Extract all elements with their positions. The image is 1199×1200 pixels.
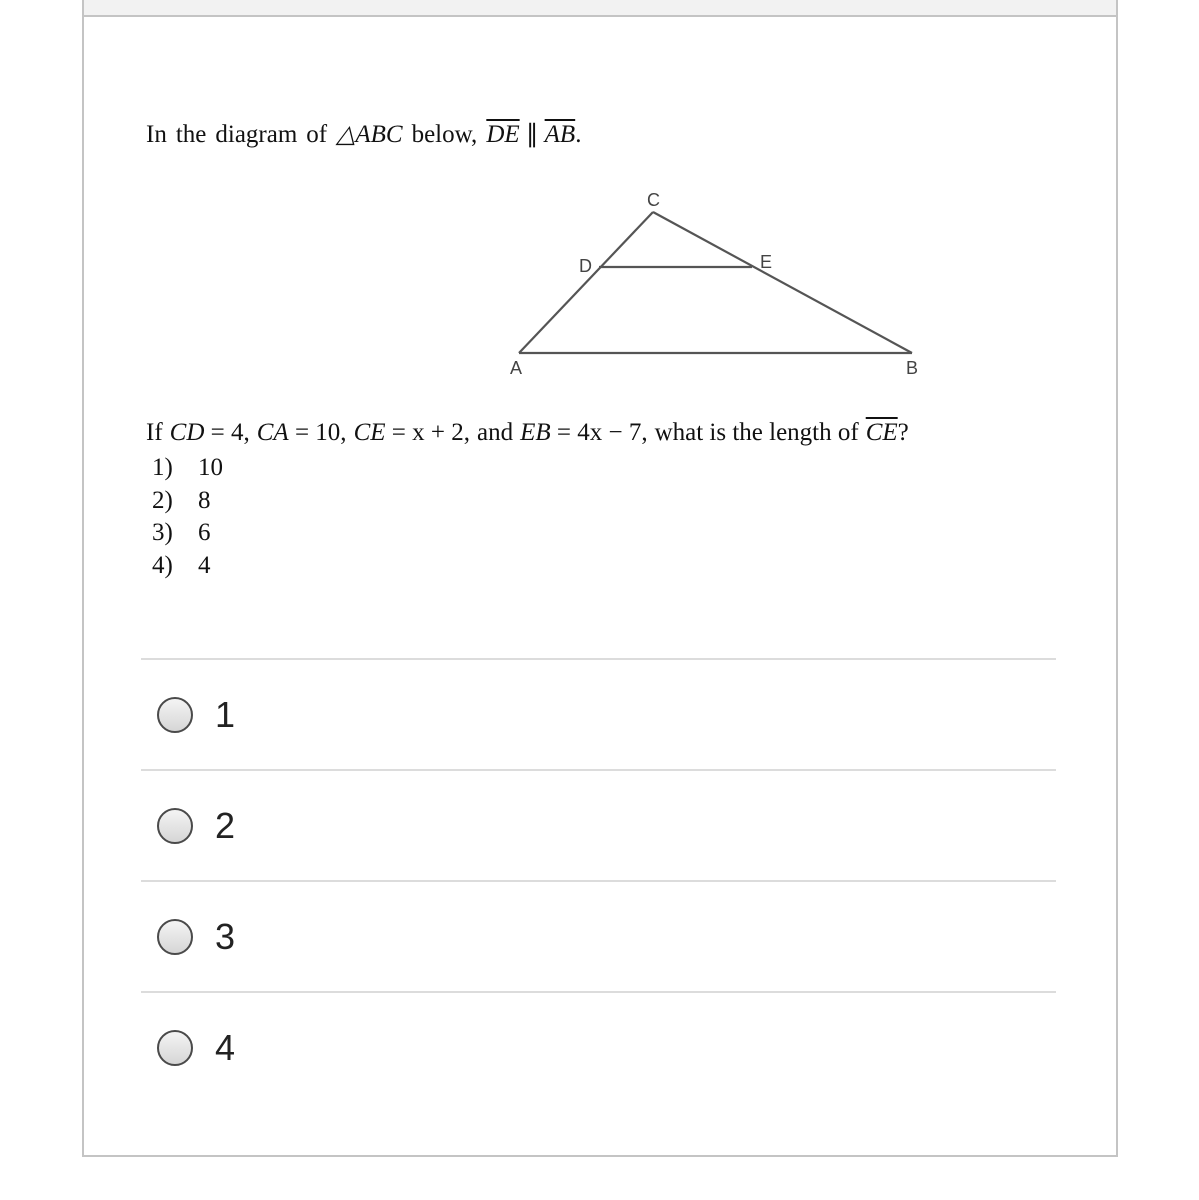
answer-option-2[interactable] — [141, 769, 1056, 880]
printed-choice — [152, 485, 223, 518]
side-cb — [653, 212, 912, 353]
stem-if: If — [146, 419, 163, 446]
triangle-diagram — [500, 185, 940, 385]
label-d: D — [579, 256, 592, 276]
segment-de: $\overline{DE}$ — [486, 121, 520, 148]
printed-choices — [152, 452, 223, 582]
stem-ce-overline: $\overline{CE}$ — [865, 419, 898, 446]
answer-option-label: 3 — [215, 915, 236, 957]
label-b: B — [906, 358, 919, 378]
intro-below: below, — [411, 121, 478, 148]
answer-option-label: 2 — [215, 804, 236, 846]
answer-options — [141, 658, 1056, 1102]
question-stem — [146, 416, 909, 450]
printed-choice-value: 10 — [198, 454, 223, 481]
answer-option-1[interactable] — [141, 658, 1056, 769]
radio-button[interactable] — [157, 808, 193, 844]
stem-ca-value: = 10, — [294, 419, 347, 446]
stem-cd-value: = 4, — [210, 419, 250, 446]
radio-button[interactable] — [157, 919, 193, 955]
printed-choice-number: 3) — [152, 519, 173, 546]
segment-ab: $\overline{AB}$ — [544, 121, 576, 148]
label-c: C — [647, 190, 660, 210]
parallel-symbol: ∥ — [525, 121, 539, 148]
stem-eb-value: = 4x − 7, — [556, 419, 648, 446]
intro-word: of — [306, 121, 328, 148]
printed-choice — [152, 452, 223, 485]
printed-choice-value: 8 — [198, 486, 211, 514]
top-strip — [82, 0, 1118, 17]
intro-period: . — [575, 121, 582, 148]
triangle-abc: △ABC — [336, 121, 403, 148]
printed-choice-number: 2) — [152, 486, 173, 514]
side-ca — [519, 212, 653, 353]
intro-word: In — [146, 121, 167, 148]
stem-ce: CE — [353, 419, 386, 446]
stem-question: what is the length of — [654, 419, 859, 446]
label-e: E — [760, 252, 773, 272]
answer-option-3[interactable] — [141, 880, 1056, 991]
stem-and: and — [476, 419, 514, 446]
label-a: A — [510, 358, 523, 378]
printed-choice-value: 6 — [198, 519, 211, 546]
stem-ce-value: = x + 2, — [391, 419, 470, 446]
printed-choice — [152, 550, 223, 583]
answer-option-label: 4 — [215, 1026, 236, 1068]
answer-option-4[interactable] — [141, 991, 1056, 1102]
printed-choice — [152, 517, 223, 550]
radio-button[interactable] — [157, 1030, 193, 1066]
printed-choice-number: 4) — [152, 551, 173, 579]
stem-ca: CA — [256, 419, 289, 446]
intro-word: diagram — [215, 121, 298, 148]
question-intro — [146, 118, 1046, 152]
stem-question-mark: ? — [897, 419, 909, 446]
stem-cd: CD — [169, 419, 205, 446]
printed-choice-number: 1) — [152, 454, 173, 481]
answer-option-label: 1 — [215, 693, 236, 735]
printed-choice-value: 4 — [198, 551, 211, 579]
intro-word: the — [175, 121, 207, 148]
radio-button[interactable] — [157, 697, 193, 733]
stem-eb: EB — [520, 419, 551, 446]
